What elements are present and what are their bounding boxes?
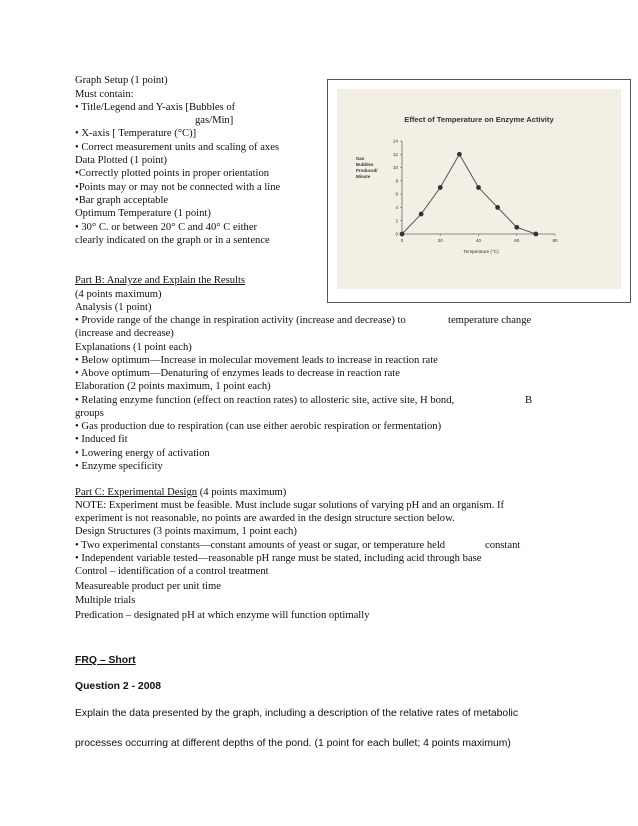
- y-axis-label-line: Minute: [356, 174, 371, 179]
- rubric-continuation: (increase and decrease): [75, 328, 174, 339]
- frq-heading: FRQ – Short: [75, 655, 136, 666]
- data-point: [476, 185, 481, 190]
- part-c-points: (4 points maximum): [197, 487, 287, 498]
- rubric-bullet: • Enzyme specificity: [75, 461, 163, 472]
- data-point: [514, 225, 519, 230]
- y-axis-label-line: Produced/: [356, 168, 378, 173]
- rubric-bullet: • Provide range of the change in respiration activity (increase and decrease) to: [75, 315, 406, 326]
- temperature-change-text: temperature change: [448, 315, 532, 326]
- rubric-continuation: clearly indicated on the graph or in a sentence: [75, 235, 270, 246]
- elaboration-heading: Elaboration (2 points maximum, 1 point each): [75, 381, 271, 392]
- rubric-bullet: • X-axis [ Temperature (°C)]: [75, 128, 197, 139]
- x-axis-label: Temperature (°C): [463, 249, 499, 254]
- y-axis-label-line: Gas: [356, 156, 365, 161]
- note-text: NOTE: Experiment must be feasible. Must include sugar solutions of varying pH and an organism. If: [75, 500, 505, 511]
- x-tick-label: 20: [437, 238, 443, 243]
- analysis-heading: Analysis (1 point): [75, 302, 152, 313]
- rubric-bullet: • Lowering energy of activation: [75, 448, 210, 459]
- question-text: Explain the data presented by the graph, including a description of the relative rates of metabolic: [75, 708, 519, 719]
- x-tick-label: 60: [514, 238, 520, 243]
- y-tick-label: 6: [395, 191, 398, 197]
- rubric-continuation: groups: [75, 408, 104, 419]
- y-axis-label-line: Bubbles: [356, 162, 374, 167]
- rubric-continuation: gas/Min]: [195, 115, 234, 126]
- y-tick-label: 14: [392, 138, 398, 144]
- rubric-bullet: • Gas production due to respiration (can use either aerobic respiration or fermentation): [75, 421, 442, 432]
- part-b-heading: Part B: Analyze and Explain the Results: [75, 275, 246, 286]
- multiple-trials-text: Multiple trials: [75, 595, 136, 606]
- x-tick-label: 40: [475, 238, 482, 243]
- prediction-text: Predication – designated pH at which enzyme will function optimally: [75, 610, 370, 621]
- rubric-bullet: • Induced fit: [75, 434, 128, 445]
- rubric-bullet: • Title/Legend and Y-axis [Bubbles of: [75, 102, 236, 113]
- rubric-bullet: • Above optimum—Denaturing of enzymes leads to decrease in reaction rate: [75, 368, 400, 379]
- note-continuation: experiment is not reasonable, no points are awarded in the design structure section below.: [75, 513, 455, 524]
- question-text-continuation: processes occurring at different depths of the pond. (1 point for each bullet; 4 points maximum): [75, 738, 511, 749]
- y-tick-label: 10: [392, 165, 398, 171]
- part-c-title: Part C: Experimental Design: [75, 487, 198, 498]
- rubric-bullet: •Points may or may not be connected with a line: [75, 182, 281, 193]
- data-point: [457, 152, 462, 157]
- graph-setup-heading: Graph Setup (1 point): [75, 75, 168, 86]
- x-tick-label: 80: [552, 238, 558, 243]
- y-tick-label: 4: [395, 205, 398, 211]
- data-point: [438, 185, 443, 190]
- data-plotted-heading: Data Plotted (1 point): [75, 155, 168, 166]
- constant-text: constant: [485, 540, 521, 551]
- measurable-product-text: Measureable product per unit time: [75, 581, 221, 592]
- chart-background: [337, 89, 621, 289]
- data-point: [400, 232, 405, 237]
- enzyme-activity-chart: [327, 79, 631, 303]
- control-text: Control – identification of a control treatment: [75, 566, 269, 577]
- y-tick-label: 0: [395, 231, 398, 237]
- y-tick-label: 8: [395, 178, 398, 184]
- rubric-bullet: • Relating enzyme function (effect on reaction rates) to allosteric site, active site, H bond,: [75, 395, 455, 406]
- rubric-bullet: • 30° C. or between 20° C and 40° C either: [75, 222, 258, 233]
- rubric-bullet: • Independent variable tested—reasonable pH range must be stated, including acid through base: [75, 553, 482, 564]
- explanations-heading: Explanations (1 point each): [75, 342, 192, 353]
- y-tick-label: 2: [395, 218, 398, 224]
- must-contain-text: Must contain:: [75, 89, 134, 100]
- points-maximum-text: (4 points maximum): [75, 289, 162, 300]
- b-letter-text: B: [525, 395, 533, 406]
- design-structures-heading: Design Structures (3 points maximum, 1 point each): [75, 526, 297, 537]
- rubric-bullet: • Correct measurement units and scaling of axes: [75, 142, 280, 153]
- rubric-bullet: • Two experimental constants—constant amounts of yeast or sugar, or temperature held: [75, 540, 446, 551]
- rubric-bullet: •Correctly plotted points in proper orientation: [75, 168, 270, 179]
- rubric-bullet: •Bar graph acceptable: [75, 195, 169, 206]
- y-axis-label: [356, 156, 378, 179]
- rubric-bullet: • Below optimum—Increase in molecular movement leads to increase in reaction rate: [75, 355, 438, 366]
- chart-title: Effect of Temperature on Enzyme Activity: [404, 115, 554, 124]
- chart-svg: [337, 89, 621, 289]
- data-point: [419, 212, 424, 217]
- question-heading: Question 2 - 2008: [75, 681, 162, 692]
- part-c-heading: [75, 486, 286, 499]
- x-tick-label: 0: [400, 238, 404, 243]
- optimum-temperature-heading: Optimum Temperature (1 point): [75, 208, 211, 219]
- y-tick-label: 12: [392, 151, 398, 157]
- series-line: [402, 154, 536, 234]
- data-point: [533, 232, 538, 237]
- data-point: [495, 205, 500, 210]
